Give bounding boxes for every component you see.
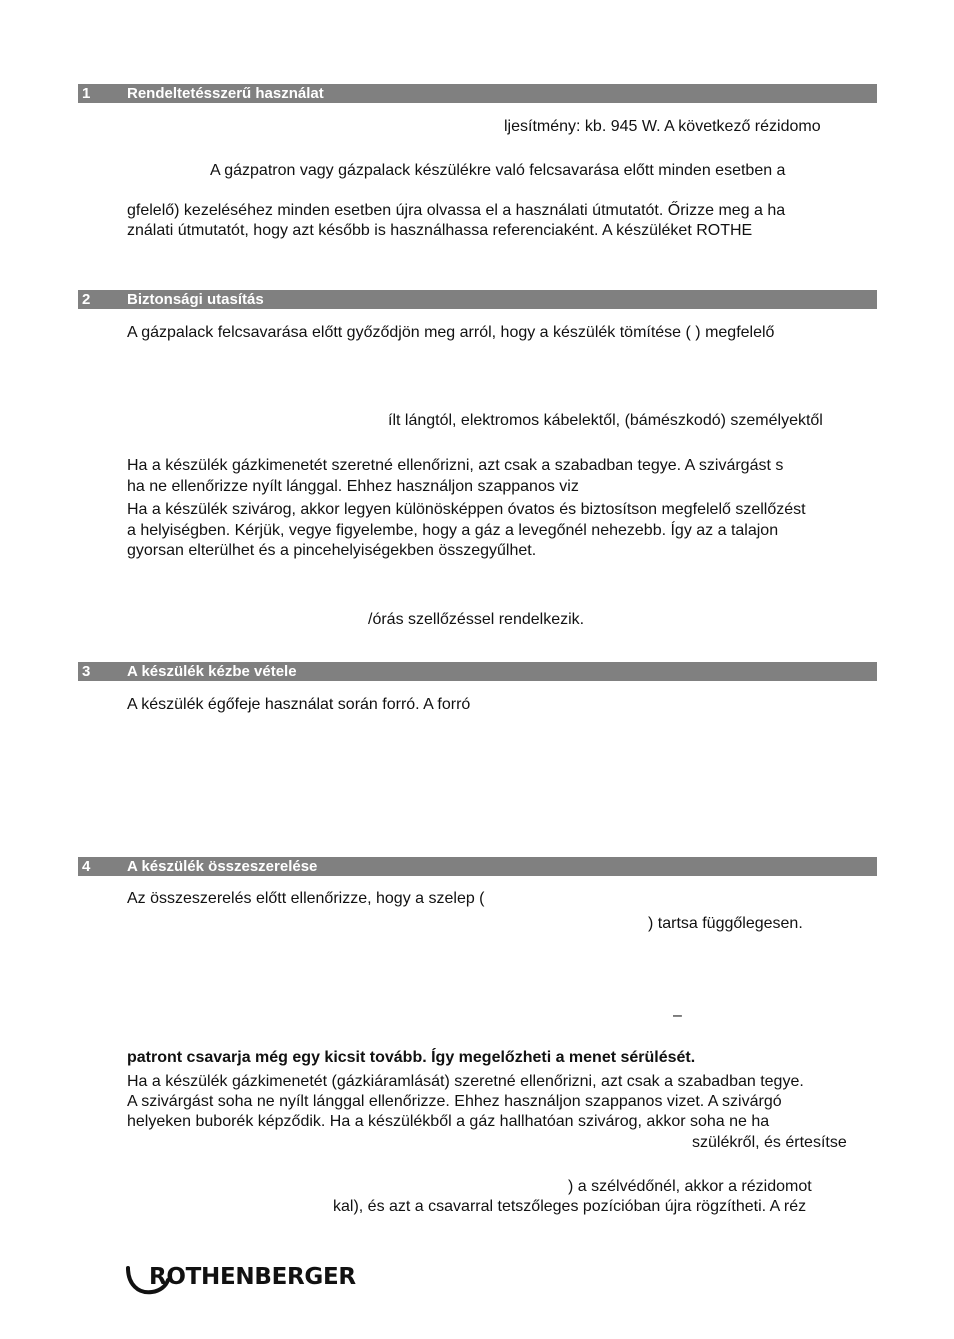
section-number: 1 xyxy=(82,85,91,102)
body-line: ílt lángtól, elektromos kábelektől, (bámészkodó) személyektől xyxy=(388,412,823,429)
section-number: 2 xyxy=(82,291,91,308)
section-header-3 xyxy=(78,662,877,681)
body-line: /órás szellőzéssel rendelkezik. xyxy=(368,611,585,628)
body-line: helyeken buborék képződik. Ha a készülékből a gáz hallhatóan szivárog, akkor soha ne ha xyxy=(127,1113,770,1130)
section-number: 4 xyxy=(82,858,91,875)
body-line: ználati útmutatót, hogy azt később is használhassa referenciaként. A készüléket ROTHE xyxy=(127,222,753,239)
body-line: A készülék égőfeje használat során forró. A forró xyxy=(127,696,471,713)
body-line: Ha a készülék gázkimenetét (gázkiáramlását) szeretné ellenőrizni, azt csak a szabadban tegye. xyxy=(127,1073,804,1090)
section-header-1 xyxy=(78,84,877,103)
rothenberger-logo xyxy=(124,1262,364,1298)
body-line: ) tartsa függőlegesen. xyxy=(648,915,803,932)
bold-line: patront csavarja még egy kicsit tovább. Így megelőzheti a menet sérülését. xyxy=(127,1049,696,1066)
body-line: A szivárgást soha ne nyílt lánggal ellenőrizze. Ehhez használjon szappanos vizet. A szivárgó xyxy=(127,1093,782,1110)
logo-text: ROTHENBERGER xyxy=(149,1264,356,1290)
section-title: Rendeltetésszerű használat xyxy=(127,85,324,102)
body-line: gfelelő) kezeléséhez minden esetben újra olvassa el a használati útmutatót. Őrizze meg a ha xyxy=(127,202,786,219)
body-line: kal), és azt a csavarral tetszőleges pozícióban újra rögzítheti. A réz xyxy=(333,1198,807,1215)
section-title: A készülék kézbe vétele xyxy=(127,663,297,680)
body-line: szülékről, és értesítse xyxy=(692,1134,847,1151)
body-line: ) a szélvédőnél, akkor a rézidomot xyxy=(568,1178,812,1195)
dash-mark: – xyxy=(673,1007,682,1024)
section-header-2 xyxy=(78,290,877,309)
body-line: A gázpalack felcsavarása előtt győződjön meg arról, hogy a készülék tömítése ( ) megfelelő xyxy=(127,324,775,341)
body-line: Ha a készülék gázkimenetét szeretné ellenőrizni, azt csak a szabadban tegye. A szivárgást s xyxy=(127,457,784,474)
body-line: A gázpatron vagy gázpalack készülékre való felcsavarása előtt minden esetben a xyxy=(210,162,786,179)
section-title: A készülék összeszerelése xyxy=(127,858,318,875)
body-line: Az összeszerelés előtt ellenőrizze, hogy a szelep ( xyxy=(127,890,485,907)
body-line: ljesítmény: kb. 945 W. A következő rézidomo xyxy=(504,118,821,135)
section-title: Biztonsági utasítás xyxy=(127,291,264,308)
body-line: a helyiségben. Kérjük, vegye figyelembe, hogy a gáz a levegőnél nehezebb. Így az a talajon xyxy=(127,522,779,539)
body-line: ha ne ellenőrizze nyílt lánggal. Ehhez használjon szappanos viz xyxy=(127,478,579,495)
section-header-4 xyxy=(78,857,877,876)
section-number: 3 xyxy=(82,663,91,680)
body-line: gyorsan elterülhet és a pincehelyiségekben összegyűlhet. xyxy=(127,542,537,559)
body-line: Ha a készülék szivárog, akkor legyen különösképpen óvatos és biztosítson megfelelő szellőzést xyxy=(127,501,806,518)
